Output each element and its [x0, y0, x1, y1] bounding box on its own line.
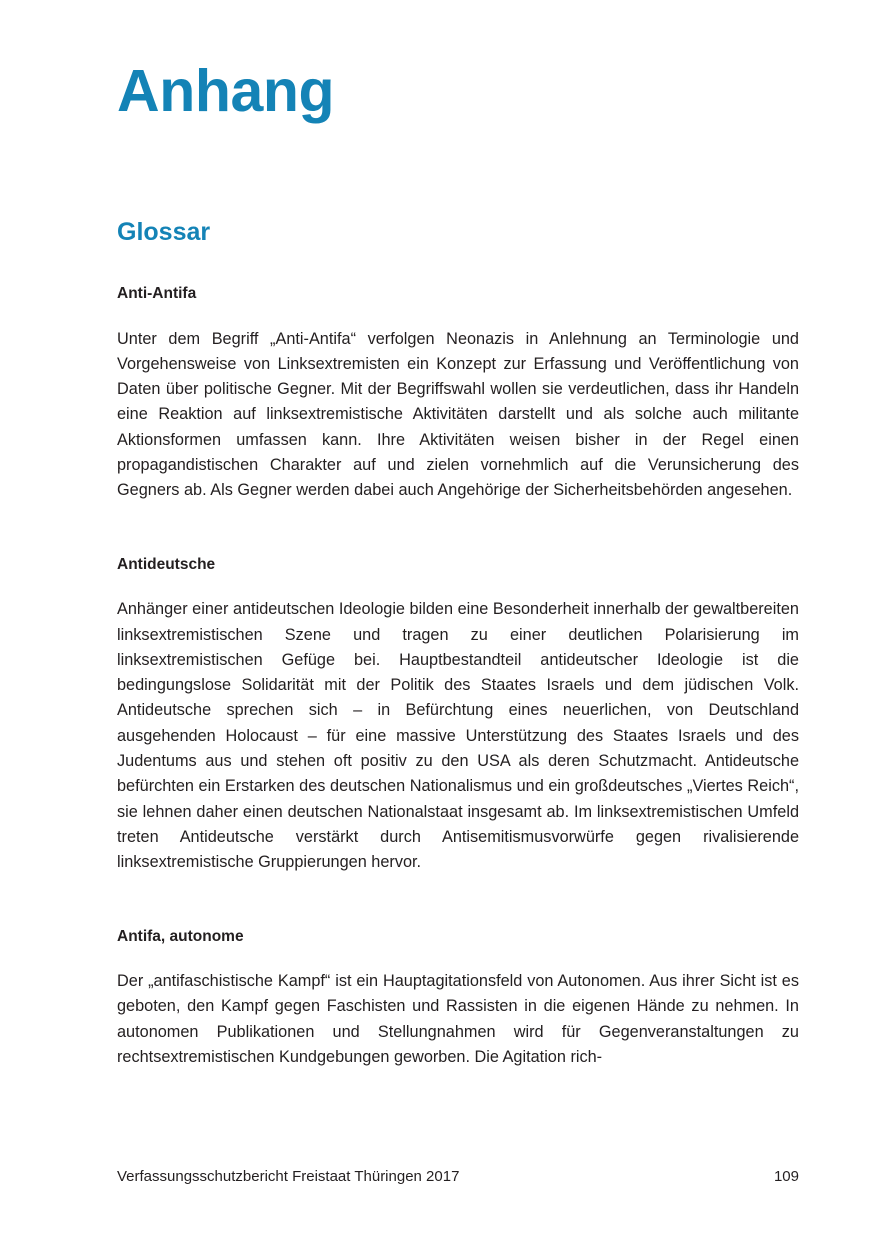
glossary-definition: Anhänger einer antideutschen Ideologie bilden eine Besonderheit innerhalb der gewaltbereiten linksextremistischen Szene und tragen zu einer deutlichen Polarisierung im linksextremistischen Gefüge bei. Hauptbestandteil antideutscher Ideologie ist die bedingungslose Solidarität mit der Politik des Staates Israels und dem jüdischen Volk. Antideutsche sprechen sich – in Befürchtung eines neuerlichen, von Deutschland ausgehenden Holocaust – für eine massive Unterstützung des Staates Israels und des Judentums aus und stehen oft positiv zu den USA als deren Schutzmacht. Antideutsche befürchten ein Erstarken des deutschen Nationalismus und ein großdeutsches „Viertes Reich“, sie lehnen daher einen deutschen Nationalstaat insgesamt ab. Im linksextremistischen Umfeld treten Antideutsche verstärkt durch Antisemitismusvorwürfe gegen rivalisierende linksextremistische Gruppierungen hervor. [117, 600, 799, 872]
glossary-entry [117, 245, 799, 504]
page-content [117, 0, 799, 1070]
glossary-term: Anti-Antifa [117, 285, 197, 302]
section-heading-glossar: Glossar [117, 218, 211, 246]
glossary-definition: Unter dem Begriff „Anti-Antifa“ verfolgen Neonazis in Anlehnung an Terminologie und Vorgehensweise von Linksextremisten ein Konzept zur Erfassung und Veröffentlichung von Daten über politische Gegner. Mit der Begriffswahl wollen sie verdeutlichen, dass ihr Handeln eine Reaktion auf linksextremistische Aktivitäten darstellt und als solche auch militante Aktionsformen umfassen kann. Ihre Aktivitäten weisen bisher in der Regel einen propagandistischen Charakter auf und zielen vornehmlich auf die Verunsicherung des Gegners ab. Als Gegner werden dabei auch Angehörige der Sicherheitsbehörden angesehen. [117, 329, 799, 500]
footer-page-number: 109 [773, 1168, 799, 1185]
glossary-entry [117, 876, 799, 1071]
glossary-definition: Der „antifaschistische Kampf“ ist ein Hauptagitationsfeld von Autonomen. Aus ihrer Sicht ist es geboten, den Kampf gegen Faschisten und Rassisten in die eigenen Hände zu nehmen. In autonomen Publikationen und Stellungnahmen wird für Gegenveranstaltungen zu rechtsextremistischen Kundgebungen geworben. Die Agitation rich- [117, 972, 799, 1067]
glossary-entry [117, 504, 799, 876]
chapter-title: Anhang [117, 58, 335, 124]
glossary-term: Antideutsche [117, 555, 216, 573]
page-footer [117, 1168, 799, 1185]
glossary-term: Antifa, autonome [117, 927, 244, 945]
footer-report-title: Verfassungsschutzbericht Freistaat Thüringen 2017 [117, 1168, 460, 1185]
